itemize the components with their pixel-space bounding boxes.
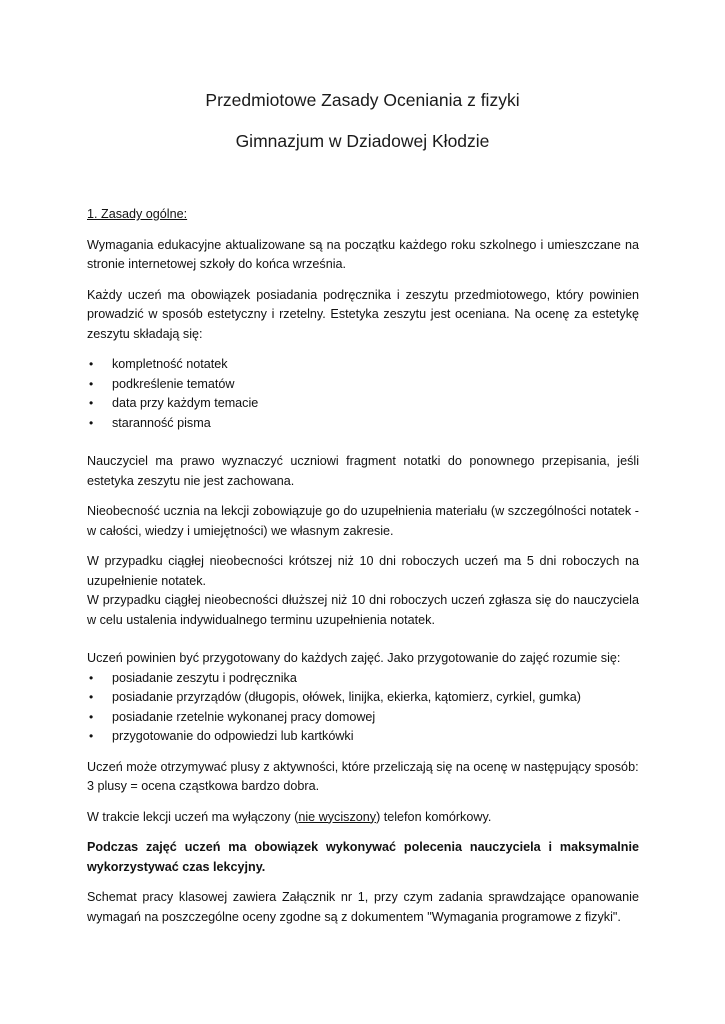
list-item: • posiadanie przyrządów (długopis, ołówek, linijka, ekierka, kątomierz, cyrkiel, gumka) bbox=[87, 688, 639, 708]
list-notebook-criteria bbox=[87, 355, 639, 433]
paragraph-duties: Podczas zajęć uczeń ma obowiązek wykonywać polecenia nauczyciela i maksymalnie wykorzystywać czas lekcyjny. bbox=[87, 840, 639, 874]
paragraph-rewrite: Nauczyciel ma prawo wyznaczyć uczniowi fragment notatki do ponownego przepisania, jeśli estetyka zeszytu nie jest zachowana. bbox=[87, 454, 639, 488]
document-subtitle: Gimnazjum w Dziadowej Kłodzie bbox=[235, 131, 490, 151]
paragraph-requirements: Wymagania edukacyjne aktualizowane są na początku każdego roku szkolnego i umieszczane na stronie internetowej szkoły do końca września. bbox=[87, 237, 639, 271]
paragraph-test-scheme: Schemat pracy klasowej zawiera Załącznik nr 1, przy czym zadania sprawdzające opanowanie wymagań na poszczególne oceny zgodne są z dokumentem "Wymagania programowe z fizyki". bbox=[87, 890, 639, 924]
paragraph-short-absence: W przypadku ciągłej nieobecności krótszej niż 10 dni roboczych uczeń ma 5 dni roboczych na uzupełnienie notatek. bbox=[87, 554, 639, 588]
paragraph-plus-rule: 3 plusy = ocena cząstkowa bardzo dobra. bbox=[87, 779, 320, 793]
bullet-icon: • bbox=[89, 670, 94, 685]
document-body bbox=[87, 205, 639, 927]
bullet-icon: • bbox=[89, 690, 94, 704]
list-item: • podkreślenie tematów bbox=[87, 375, 639, 395]
list-preparation bbox=[87, 669, 639, 747]
section-heading: 1. Zasady ogólne: bbox=[87, 207, 188, 221]
paragraph-plus-points: Uczeń może otrzymywać plusy z aktywności, które przeliczają się na ocenę w następujący sposób: bbox=[87, 759, 639, 774]
list-item: • przygotowanie do odpowiedzi lub kartkówki bbox=[87, 727, 639, 747]
bullet-icon: • bbox=[89, 709, 94, 724]
paragraph-long-absence: W przypadku ciągłej nieobecności dłuższej niż 10 dni roboczych uczeń zgłasza się do nauczyciela w celu ustalenia indywidualnego terminu uzupełnienia notatek. bbox=[87, 593, 639, 627]
list-item: • posiadanie rzetelnie wykonanej pracy domowej bbox=[87, 708, 639, 728]
bullet-icon: • bbox=[89, 357, 94, 371]
list-item: • data przy każdym temacie bbox=[87, 394, 639, 414]
list-item: • staranność pisma bbox=[87, 414, 639, 434]
document-title: Przedmiotowe Zasady Oceniania z fizyki bbox=[205, 90, 520, 110]
paragraph-absence: Nieobecność ucznia na lekcji zobowiązuje go do uzupełnienia materiału (w szczególności notatek - w całości, wiedzy i umiejętności) we własnym zakresie. bbox=[87, 504, 639, 538]
list-item: • posiadanie zeszytu i podręcznika bbox=[87, 669, 639, 689]
paragraph-phone: W trakcie lekcji uczeń ma wyłączony (nie wyciszony) telefon komórkowy. bbox=[87, 809, 492, 824]
bullet-icon: • bbox=[89, 396, 94, 410]
bullet-icon: • bbox=[89, 415, 94, 430]
bullet-icon: • bbox=[89, 729, 94, 743]
underlined-phrase: nie wyciszony bbox=[298, 809, 377, 824]
paragraph-preparation: Uczeń powinien być przygotowany do każdych zajęć. Jako przygotowanie do zajęć rozumie się: bbox=[87, 651, 621, 665]
bullet-icon: • bbox=[89, 376, 94, 391]
paragraph-notebook: Każdy uczeń ma obowiązek posiadania podręcznika i zeszytu przedmiotowego, który powinien prowadzić w sposób estetyczny i rzetelny. Estetyka zeszytu jest oceniana. Na ocenę za estetykę zeszytu składają się: bbox=[87, 287, 639, 341]
list-item: • kompletność notatek bbox=[87, 355, 639, 375]
